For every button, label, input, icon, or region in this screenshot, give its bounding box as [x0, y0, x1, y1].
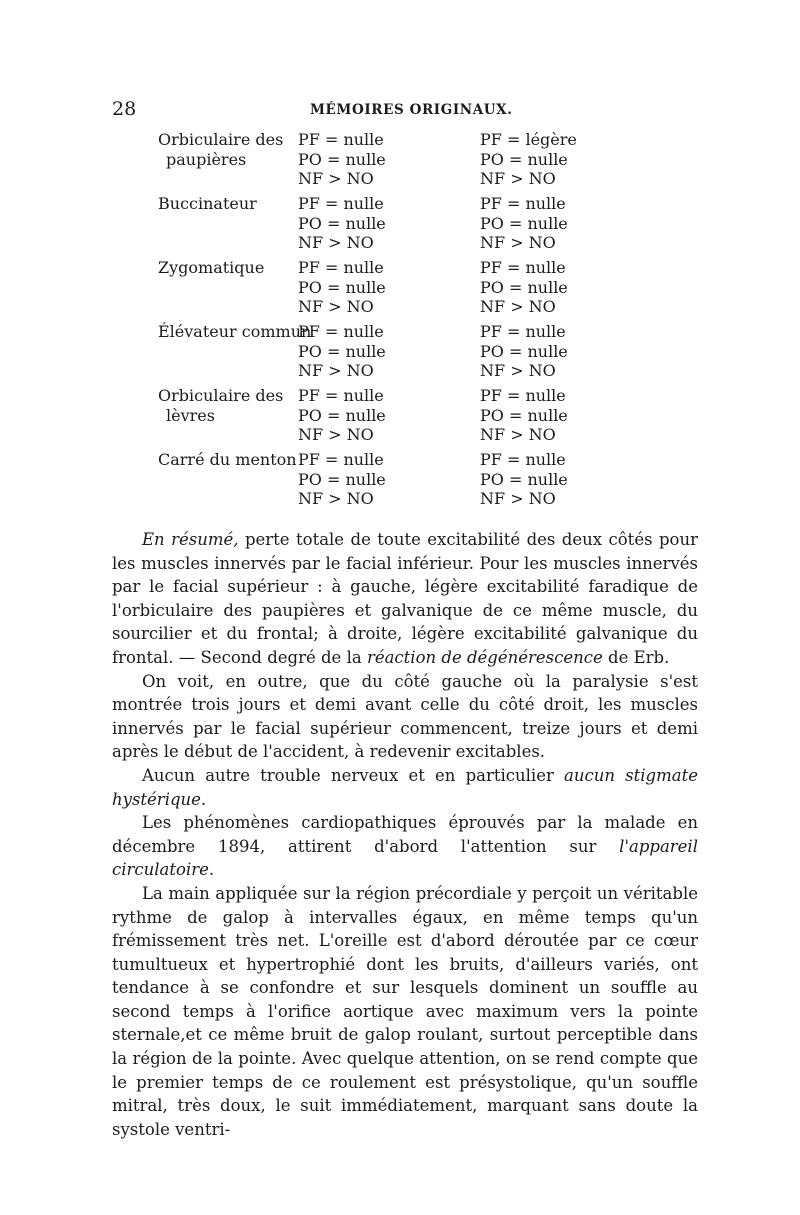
pf-value: PF = nulle	[298, 322, 384, 341]
paragraph-text: de Erb.	[602, 647, 670, 667]
pf-value: PF = nulle	[480, 194, 566, 213]
muscle-name-line2: paupières	[166, 149, 247, 169]
nf-no-comparison: NF > NO	[298, 425, 374, 444]
nf-no-comparison: NF > NO	[480, 489, 556, 508]
po-value: PO = nulle	[480, 213, 568, 233]
right-side-values	[480, 130, 577, 189]
nf-no-comparison: NF > NO	[298, 297, 374, 316]
muscle-name-line1: Orbiculaire des	[158, 130, 284, 149]
paragraph-left-side: On voit, en outre, que du côté gauche où la paralysie s'est montrée trois jours et demi avant celle du côté droit, les muscles innervés par le facial supérieur commencent, treize jours et demi après le début de l'accident, à redevenir excitables.	[112, 671, 698, 762]
right-side-values	[480, 194, 568, 253]
muscle-name-line2: lèvres	[166, 405, 215, 425]
pf-value: PF = légère	[480, 130, 577, 149]
pf-value: PF = nulle	[480, 322, 566, 341]
paragraph-text: Les phénomènes cardiopathiques éprouvés par la malade en décembre 1894, attirent d'abord l'attention sur	[112, 813, 698, 856]
po-value: PO = nulle	[480, 149, 568, 169]
paragraph-summary	[112, 528, 698, 670]
muscle-row	[158, 130, 658, 194]
right-side-values	[480, 322, 568, 381]
body-text	[112, 528, 698, 1141]
muscle-row	[158, 450, 658, 514]
po-value: PO = nulle	[298, 405, 386, 425]
page-header	[112, 98, 692, 122]
left-side-values	[298, 258, 386, 317]
muscle-name-line1: Orbiculaire des	[158, 386, 284, 405]
nf-no-comparison: NF > NO	[480, 425, 556, 444]
muscle-name	[158, 322, 312, 342]
paragraph-auscultation: La main appliquée sur la région précordiale y perçoit un véritable rythme de galop à intervalles égaux, en même temps qu'un frémissement très net. L'oreille est d'abord déroutée par ce cœur tumultueux et hypertrophié dont les bruits, d'ailleurs variés, ont tendance à se confondre et sur lesquels dominent un souffle au second temps à l'orifice aortique avec maximum vers la pointe sternale,et ce même bruit de galop roulant, surtout perceptible dans la région de la pointe. Avec quelque attention, on se rend compte que le premier temps de ce roulement est présystolique, qu'un souffle mitral, très doux, le suit immédiatement, marquant sans doute la systole ventri-	[112, 883, 698, 1139]
po-value: PO = nulle	[298, 277, 386, 297]
nf-no-comparison: NF > NO	[298, 489, 374, 508]
electrical-excitability-table	[158, 130, 658, 514]
muscle-name	[158, 450, 308, 470]
muscle-name-line1: Carré du menton	[158, 450, 297, 469]
pf-value: PF = nulle	[480, 258, 566, 277]
po-value: PO = nulle	[298, 213, 386, 233]
muscle-name	[158, 194, 308, 214]
pf-value: PF = nulle	[298, 450, 384, 469]
italic-phrase: En résumé,	[142, 530, 239, 549]
pf-value: PF = nulle	[298, 194, 384, 213]
paragraph-nervous	[112, 764, 698, 811]
left-side-values	[298, 386, 386, 445]
right-side-values	[480, 450, 568, 509]
left-side-values	[298, 450, 386, 509]
po-value: PO = nulle	[298, 149, 386, 169]
po-value: PO = nulle	[480, 277, 568, 297]
po-value: PO = nulle	[480, 341, 568, 361]
po-value: PO = nulle	[480, 405, 568, 425]
nf-no-comparison: NF > NO	[298, 233, 374, 252]
pf-value: PF = nulle	[298, 130, 384, 149]
nf-no-comparison: NF > NO	[480, 297, 556, 316]
running-head: MÉMOIRES ORIGINAUX.	[310, 102, 513, 118]
italic-phrase: réaction de dégénérescence	[366, 647, 603, 667]
left-side-values	[298, 130, 386, 189]
po-value: PO = nulle	[480, 469, 568, 489]
paragraph-text: Aucun autre trouble nerveux et en particulier	[142, 765, 565, 785]
muscle-row	[158, 322, 658, 386]
italic-phrase: l'appareil circulatoire.	[112, 836, 698, 880]
right-side-values	[480, 386, 568, 445]
muscle-name	[158, 130, 308, 169]
muscle-row	[158, 386, 658, 450]
po-value: PO = nulle	[298, 341, 386, 361]
muscle-row	[158, 194, 658, 258]
nf-no-comparison: NF > NO	[298, 169, 374, 188]
pf-value: PF = nulle	[480, 450, 566, 469]
nf-no-comparison: NF > NO	[480, 361, 556, 380]
pf-value: PF = nulle	[298, 386, 384, 405]
nf-no-comparison: NF > NO	[480, 169, 556, 188]
paragraph-text: perte totale de toute excitabilité des deux côtés pour les muscles innervés par le facial inférieur. Pour les muscles innervés par le facial supérieur : à gauche, légère excitabilité faradique de l'orbiculaire des paupières et galvanique de ce même muscle, du sourcilier et du frontal; à droite, légère excitabilité galvanique du frontal. — Second degré de la	[112, 530, 698, 667]
left-side-values	[298, 194, 386, 253]
paragraph-cardiopathic	[112, 811, 698, 882]
muscle-name	[158, 258, 308, 278]
left-side-values	[298, 322, 386, 381]
nf-no-comparison: NF > NO	[298, 361, 374, 380]
muscle-name-line1: Élévateur commun	[158, 322, 312, 341]
italic-phrase: aucun stigmate hystérique.	[112, 765, 698, 809]
po-value: PO = nulle	[298, 469, 386, 489]
pf-value: PF = nulle	[298, 258, 384, 277]
muscle-name-line1: Buccinateur	[158, 194, 257, 213]
right-side-values	[480, 258, 568, 317]
muscle-row	[158, 258, 658, 322]
nf-no-comparison: NF > NO	[480, 233, 556, 252]
page-number: 28	[112, 98, 137, 120]
pf-value: PF = nulle	[480, 386, 566, 405]
muscle-name	[158, 386, 308, 425]
muscle-name-line1: Zygomatique	[158, 258, 265, 277]
